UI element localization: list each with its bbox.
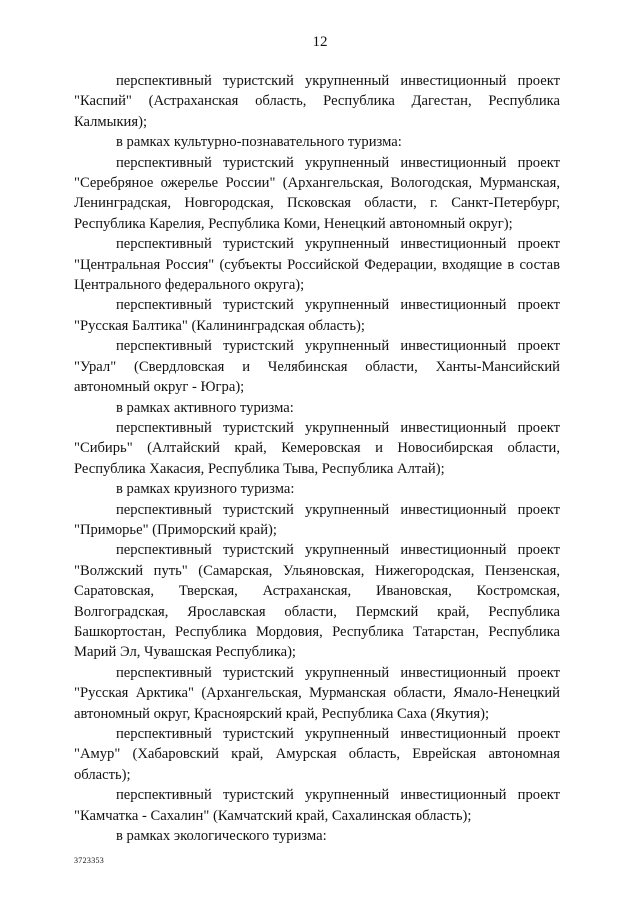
document-body bbox=[74, 71, 560, 846]
paragraph-silver-necklace-project: перспективный туристский укрупненный инвестиционный проект "Серебряное ожерелье России" (Архангельская, Вологодская, Мурманская, Ленинградская, Новгородская, Псковская области, г. Санкт-Петербург, Республика Карелия, Республика Коми, Ненецкий автономный округ); bbox=[74, 154, 560, 232]
page-number: 12 bbox=[312, 34, 328, 50]
paragraph-amur-project: перспективный туристский укрупненный инвестиционный проект "Амур" (Хабаровский край, Амурская область, Еврейская автономная область); bbox=[74, 726, 560, 783]
paragraph-russian-arctic-project: перспективный туристский укрупненный инвестиционный проект "Русская Арктика" (Архангельская, Мурманская области, Ямало-Ненецкий автономный округ, Красноярский край, Республика Саха (Якутия); bbox=[74, 664, 560, 722]
paragraph-ecological-tourism-heading: в рамках экологического туризма: bbox=[116, 828, 327, 845]
paragraph-cultural-tourism-heading: в рамках культурно-познавательного туризма: bbox=[116, 134, 402, 151]
paragraph-cruise-tourism-heading: в рамках круизного туризма: bbox=[116, 481, 295, 498]
paragraph-primorye-project: перспективный туристский укрупненный инвестиционный проект "Приморье" (Приморский край); bbox=[74, 501, 560, 538]
paragraph-ural-project: перспективный туристский укрупненный инвестиционный проект "Урал" (Свердловская и Челябинская области, Ханты-Мансийский автономный округ - Югра); bbox=[74, 338, 560, 396]
paragraph-active-tourism-heading: в рамках активного туризма: bbox=[116, 399, 294, 416]
paragraph-kamchatka-sakhalin-project: перспективный туристский укрупненный инвестиционный проект "Камчатка - Сахалин" (Камчатский край, Сахалинская область); bbox=[74, 787, 560, 824]
paragraph-volga-way-project: перспективный туристский укрупненный инвестиционный проект "Волжский путь" (Самарская, Ульяновская, Нижегородская, Пензенская, Саратовская, Тверская, Астраханская, Ивановская, Костромская, Волгоградская, Ярославская области, Пермский край, Республика Башкортостан, Республика Мордовия, Республика Татарстан, Республика Марий Эл, Чувашская Республика); bbox=[74, 542, 560, 661]
paragraph-central-russia-project: перспективный туристский укрупненный инвестиционный проект "Центральная Россия" (субъекты Российской Федерации, входящие в состав Центрального федерального округа); bbox=[74, 236, 560, 294]
paragraph-russian-baltic-project: перспективный туристский укрупненный инвестиционный проект "Русская Балтика" (Калининградская область); bbox=[74, 297, 560, 334]
paragraph-siberia-project: перспективный туристский укрупненный инвестиционный проект "Сибирь" (Алтайский край, Кемеровская и Новосибирская области, Республика Хакасия, Республика Тыва, Республика Алтай); bbox=[74, 419, 560, 477]
document-code: 3723353 bbox=[74, 856, 105, 865]
paragraph-kaspiy-project: перспективный туристский укрупненный инвестиционный проект "Каспий" (Астраханская область, Республика Дагестан, Республика Калмыкия); bbox=[74, 73, 560, 130]
